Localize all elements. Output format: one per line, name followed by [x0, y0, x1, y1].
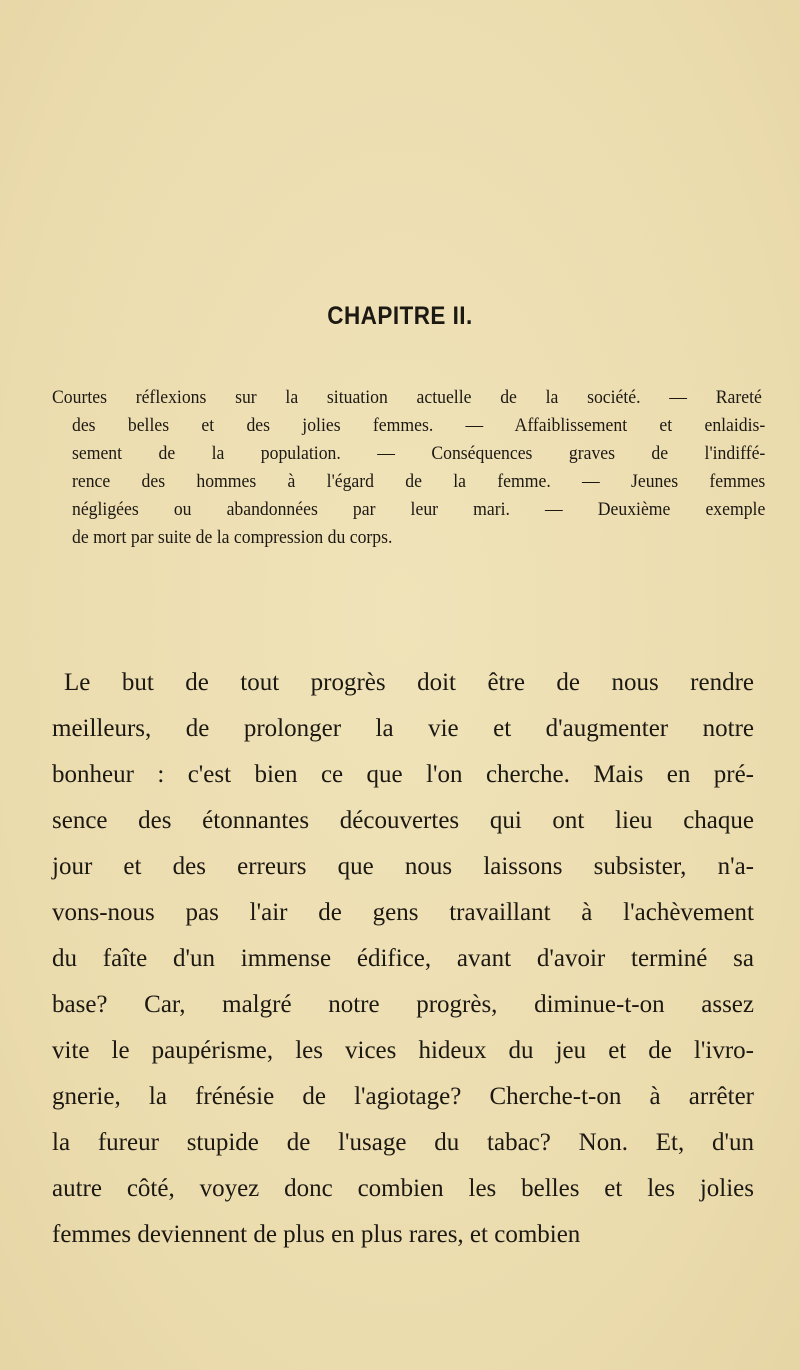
summary-line: Courtes réflexions sur la situation actuelle de la société. — Rareté [52, 387, 762, 408]
chapter-summary [52, 384, 766, 552]
body-line: femmes deviennent de plus en plus rares, et combien [52, 1221, 581, 1248]
body-line: vite le paupérisme, les vices hideux du jeu et de l'ivro- [52, 1037, 754, 1064]
body-line: sence des étonnantes découvertes qui ont lieu chaque [52, 807, 754, 834]
body-line: gnerie, la frénésie de l'agiotage? Cherche-t-on à arrêter [52, 1083, 754, 1110]
body-line: base? Car, malgré notre progrès, diminue-t-on assez [52, 991, 754, 1018]
body-line: autre côté, voyez donc combien les belles et les jolies [52, 1175, 754, 1202]
summary-line: négligées ou abandonnées par leur mari. — Deuxième exemple [72, 499, 766, 520]
summary-line: sement de la population. — Conséquences graves de l'indiffé- [72, 443, 766, 464]
summary-line: des belles et des jolies femmes. — Affaiblissement et enlaidis- [72, 415, 766, 436]
body-line: la fureur stupide de l'usage du tabac? Non. Et, d'un [52, 1129, 754, 1156]
body-line: meilleurs, de prolonger la vie et d'augmenter notre [52, 715, 754, 742]
body-line: du faîte d'un immense édifice, avant d'avoir terminé sa [52, 945, 754, 972]
body-line: bonheur : c'est bien ce que l'on cherche. Mais en pré- [52, 761, 754, 788]
body-line: vons-nous pas l'air de gens travaillant à l'achèvement [52, 899, 754, 926]
body-text [52, 660, 754, 1258]
summary-line: rence des hommes à l'égard de la femme. — Jeunes femmes [72, 471, 766, 492]
body-line: jour et des erreurs que nous laissons subsister, n'a- [52, 853, 754, 880]
summary-line: de mort par suite de la compression du corps. [72, 527, 393, 548]
chapter-title: CHAPITRE II. [327, 302, 473, 330]
body-line: Le but de tout progrès doit être de nous rendre [64, 669, 754, 696]
